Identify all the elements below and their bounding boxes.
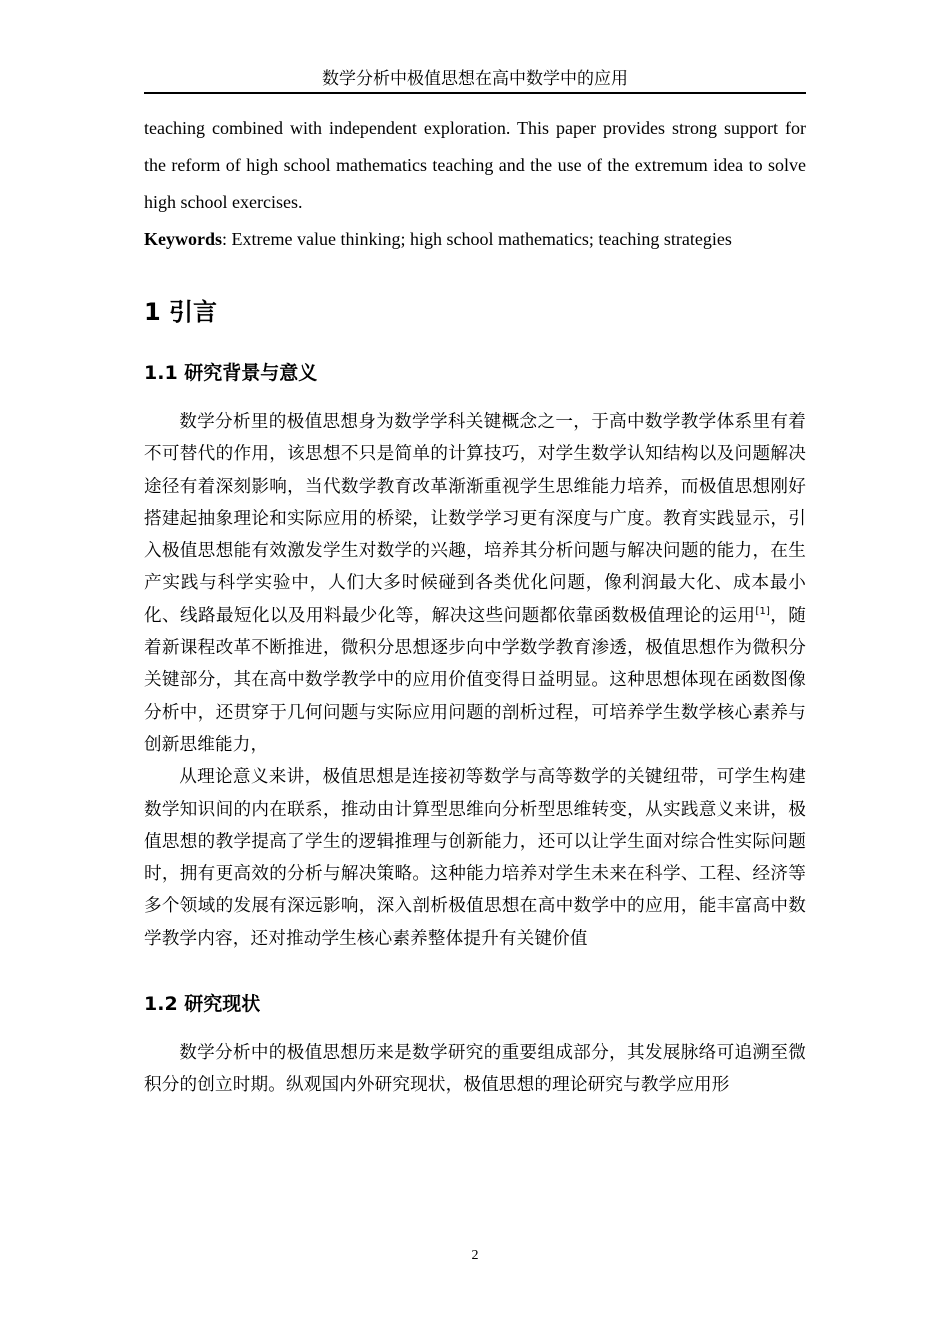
- keywords-label: Keywords: [144, 229, 222, 249]
- section-1-2-heading: 1.2 研究现状: [144, 993, 261, 1016]
- header-rule: [144, 92, 806, 94]
- page-content: [144, 110, 806, 1102]
- page-number: 2: [471, 1248, 479, 1263]
- paragraph-text: ，随着新课程改革不断推进，微积分思想逐步向中学数学教育渗透，极值思想作为微积分关键部分，其在高中数学教学中的应用价值变得日益明显。这种思想体现在函数图像分析中，还贯穿于几何问题与实际应用问题的剖析过程，可培养学生数学核心素养与创新思维能力，: [144, 605, 806, 755]
- running-header: 数学分析中极值思想在高中数学中的应用: [322, 69, 628, 89]
- section-1-1-paragraph-2: 从理论意义来讲，极值思想是连接初等数学与高等数学的关键纽带，可学生构建数学知识间的内在联系，推动由计算型思维向分析型思维转变，从实践意义来讲，极值思想的教学提高了学生的逻辑推理与创新能力，还可以让学生面对综合性实际问题时，拥有更高效的分析与解决策略。这种能力培养对学生未来在科学、工程、经济等多个领域的发展有深远影响，深入剖析极值思想在高中数学中的应用，能丰富高中数学教学内容，还对推动学生核心素养整体提升有关键价值: [144, 767, 806, 949]
- section-1-heading: 1 引言: [144, 298, 218, 326]
- keywords-line: [144, 221, 806, 257]
- abstract-continuation: teaching combined with independent exploration. This paper provides strong support for the reform of high school mathematics teaching and the use of the extremum idea to solve high school exercises.: [144, 118, 806, 212]
- section-1-1-heading: 1.1 研究背景与意义: [144, 362, 318, 384]
- section-1-2-paragraph-1: 数学分析中的极值思想历来是数学研究的重要组成部分，其发展脉络可追溯至微积分的创立时期。纵观国内外研究现状，极值思想的理论研究与教学应用形: [144, 1043, 806, 1096]
- paragraph-text: 数学分析里的极值思想身为数学学科关键概念之一，于高中数学教学体系里有着不可替代的作用，该思想不只是简单的计算技巧，对学生数学认知结构以及问题解决途径有着深刻影响，当代数学教育改革渐渐重视学生思维能力培养，而极值思想刚好搭建起抽象理论和实际应用的桥梁，让数学学习更有深度与广度。教育实践显示，引入极值思想能有效激发学生对数学的兴趣，培养其分析问题与解决问题的能力，在生产实践与科学实验中，人们大多时候碰到各类优化问题，像利润最大化、成本最小化、线路最短化以及用料最少化等，解决这些问题都依靠函数极值理论的运用: [144, 412, 806, 626]
- keywords-text: : Extreme value thinking; high school mathematics; teaching strategies: [222, 229, 732, 249]
- section-1-1-paragraph-1: [144, 406, 806, 761]
- citation-marker: [1]: [755, 605, 771, 617]
